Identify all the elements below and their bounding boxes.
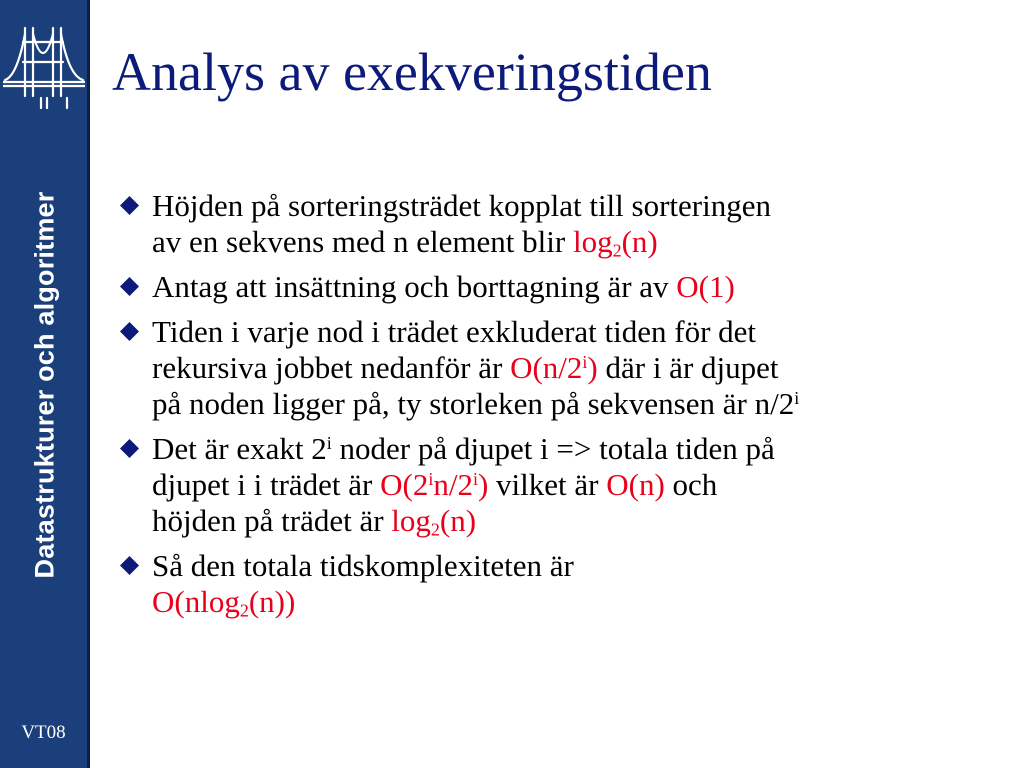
diamond-bullet-icon xyxy=(120,196,139,215)
diamond-bullet-icon xyxy=(120,277,139,296)
bullet-text: höjden på trädet är xyxy=(152,503,392,538)
formula: O(1) xyxy=(676,269,735,304)
list-item xyxy=(118,269,998,305)
course-title: Datastrukturer och algoritmer xyxy=(29,191,60,579)
list-item: Det är exakt 2$^i$ noder på djupet i => totala tiden på djupet i i trädet är O(2$^i$n/2$^i$) vilket är O(n) och höjden på trädet är $\log_2(n)$ xyxy=(118,431,998,539)
formula: O(nlog$_2$(n)) xyxy=(152,584,296,621)
term-label: VT08 xyxy=(21,722,66,743)
bullet-text: Antag att insättning och borttagning är av xyxy=(152,269,677,304)
bullet-text: Höjden på sorteringsträdet kopplat till sorteringen xyxy=(152,188,771,223)
bridge-icon xyxy=(3,10,85,110)
sidebar xyxy=(0,0,90,768)
bullet-text: och xyxy=(664,467,718,502)
bullet-text: där i är djupet xyxy=(597,350,779,385)
diamond-bullet-icon xyxy=(120,439,139,458)
bullet-text: djupet i i trädet är xyxy=(152,467,381,502)
bullet-list xyxy=(118,188,998,629)
bullet-text: vilket är xyxy=(488,467,607,502)
list-item: Tiden i varje nod i trädet exkluderat tiden för det rekursiva jobbet nedanför är O(n/2$^i$) där i är djupet på noden ligger på, ty storleken på sekvensen är n/2$^i$ xyxy=(118,314,998,422)
diamond-bullet-icon xyxy=(120,556,139,575)
bullet-text: Tiden i varje nod i trädet exkluderat tiden för det xyxy=(152,314,757,349)
formula: O(n/2$^i$) xyxy=(510,350,598,385)
bullet-text: på noden ligger på, ty storleken på sekvensen är n/2 xyxy=(152,386,795,421)
formula: $\log_2(n)$ xyxy=(572,224,658,261)
bullet-text: noder på djupet i => totala tiden på xyxy=(331,431,775,466)
formula: O(n) xyxy=(606,467,665,502)
list-item xyxy=(118,548,998,620)
bullet-text: av en sekvens med n element blir xyxy=(152,224,573,259)
bullet-text: rekursiva jobbet nedanför är xyxy=(152,350,511,385)
bullet-text: Det är exakt 2 xyxy=(152,431,327,466)
slide-title: Analys av exekveringstiden xyxy=(112,42,712,102)
formula: O(2$^i$n/2$^i$) xyxy=(380,467,489,502)
list-item xyxy=(118,188,998,260)
bullet-text: Så den totala tidskomplexiteten är xyxy=(152,548,574,583)
formula: $\log_2(n)$ xyxy=(391,503,477,540)
diamond-bullet-icon xyxy=(120,322,139,341)
